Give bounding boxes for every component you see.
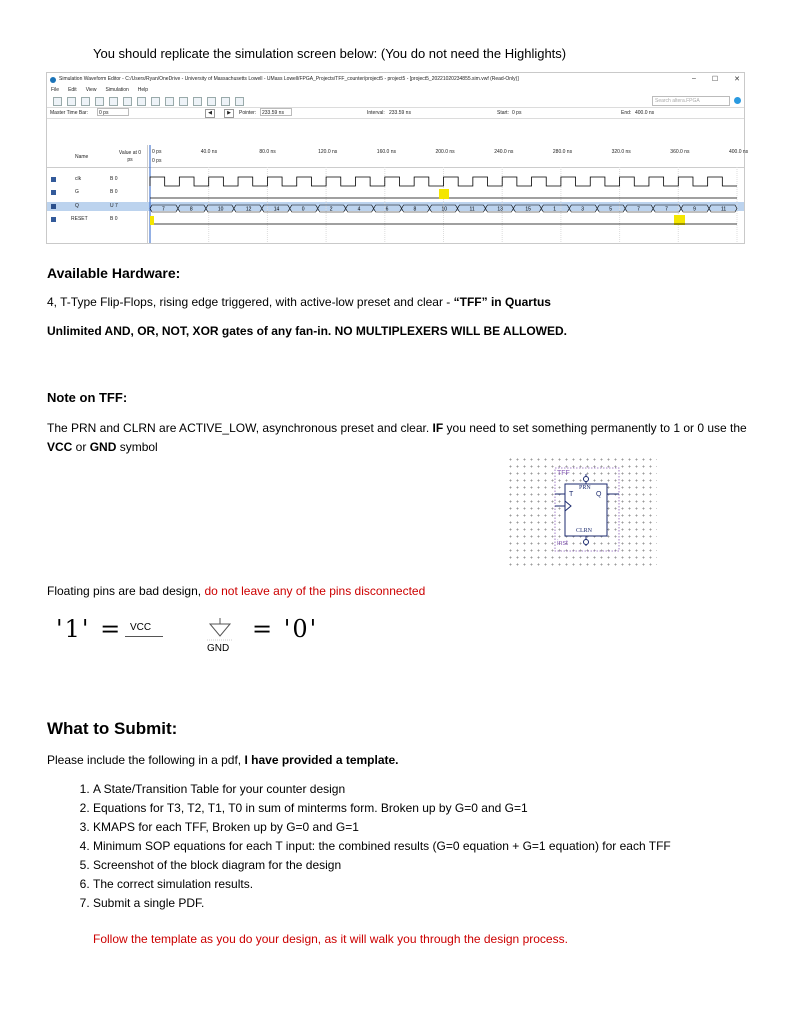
vcc-symbol [121,619,163,641]
menu-item-edit[interactable]: Edit [68,87,77,93]
menu-item-file[interactable]: File [51,87,60,93]
start-value: 0 ps [512,110,522,116]
q-bus-value: 6 [385,206,389,213]
toolbar-icon[interactable] [235,97,244,106]
gnd-symbol [203,618,237,658]
interval-value: 233.59 ns [389,110,411,116]
note-text: symbol [116,440,158,454]
floating-pins-line [47,583,425,599]
start-label: Start: [497,110,509,116]
highlight-mark [439,189,449,199]
tff-prn-label: PRN [579,485,591,491]
q-bus-value: 10 [441,206,448,213]
q-bus-value: 5 [609,206,612,213]
q-bus-value: 7 [161,206,165,213]
q-bus-value: 7 [665,206,668,213]
menu-item-simulation[interactable]: Simulation [105,87,129,93]
master-time-bar-label: Master Time Bar: [50,110,89,116]
hardware-line-2: Unlimited AND, OR, NOT, XOR gates of any fan-in. NO MULTIPLEXERS WILL BE ALLOWED. [47,324,568,338]
q-bus-value: 8 [413,206,417,213]
q-bus-value: 8 [189,206,193,213]
hardware-text: 4, T-Type Flip-Flops, rising edge triggered, with active-low preset and clear - [47,295,454,309]
interval-label: Interval: [367,110,385,116]
sim-titlebar [47,73,744,86]
end-label: End: [621,110,632,116]
signal-name: Q [75,203,79,209]
handwritten-one-equals: '1' = [56,615,123,643]
q-bus-value: 14 [273,206,280,213]
menu-item-help[interactable]: Help [137,87,149,93]
submit-intro-bold: I have provided a template. [244,753,399,767]
waveform-grid [47,145,749,243]
handwritten-equals-zero: = '0' [252,615,319,643]
submit-item: 6. The correct simulation results. [93,876,793,892]
highlight-mark [674,215,685,225]
signal-name: G [75,189,79,195]
prev-transition-button[interactable]: ◀ [205,109,215,118]
q-bus-value: 0 [301,206,305,213]
signal-value: B 0 [110,216,118,222]
tff-symbol-graphic [507,456,657,568]
submit-list [47,781,793,914]
menu-item-view[interactable]: View [85,87,97,93]
q-bus-value: 10 [217,206,224,213]
time-tick-label: 160.0 ns [376,149,396,155]
time-tick-label: 200.0 ns [435,149,455,155]
tff-name: TFF [557,470,570,477]
submit-item: 3. KMAPS for each TFF, Broken up by G=0 and G=1 [93,819,793,835]
note-text: or [72,440,90,454]
close-icon[interactable]: ✕ [734,76,740,83]
gnd-label: GND [207,643,230,654]
tff-t-label: T [569,491,574,498]
hardware-heading: Available Hardware: [47,265,181,281]
simulation-waveform-editor-screenshot [46,72,749,244]
submit-intro-text: Please include the following in a pdf, [47,753,245,767]
toolbar-icon[interactable] [151,97,160,106]
tff-inst-label: inst [557,540,568,547]
pointer-value: 233.59 ns [262,110,284,116]
time-tick-label: 240.0 ns [494,149,514,155]
q-bus-value: 7 [637,206,640,213]
toolbar-icon[interactable] [165,97,174,106]
vcc-label: VCC [130,622,152,633]
note-text-bold: IF [432,421,444,435]
highlight-mark [150,216,154,225]
note-paragraph [47,419,747,457]
q-bus-value: 15 [525,206,531,213]
submit-item: 2. Equations for T3, T2, T1, T0 in sum of minterms form. Broken up by G=0 and G=1 [93,800,793,816]
run-simulation-icon[interactable] [221,97,230,106]
tff-symbol [507,456,657,568]
sim-toolbar [47,95,744,108]
end-value: 400.0 ns [635,110,655,116]
value-column-header: Value at 0 ps [118,150,142,163]
submit-heading: What to Submit: [47,719,178,738]
cursor-time-label: 0 ps [152,158,162,164]
submit-footer: Follow the template as you do your design, as it will walk you through the design process. [93,932,568,946]
sim-title: Simulation Waveform Editor - C:/Users/Ryan/OneDrive - University of Massachusetts Lowell - UMass Lowell/FPGA_Projects/TFF_counter/project5 - project5 - [project5_20221020234855.sim.vwf (Read-Only)] [59,76,519,82]
time-tick-label: 120.0 ns [318,149,338,155]
hardware-text-bold: “TFF” in Quartus [453,295,551,309]
pointer-tool-icon[interactable] [53,97,62,106]
note-text: The PRN and CLRN are ACTIVE_LOW, asynchronous preset and clear. [47,421,433,435]
help-icon[interactable] [734,97,741,104]
submit-item: 7. Submit a single PDF. [93,895,793,911]
waveform-canvas [47,145,749,243]
time-tick-label: 280.0 ns [552,149,573,155]
signal-value: B 0 [110,189,118,195]
q-bus-value: 2 [329,206,333,213]
q-bus-value: 4 [357,206,361,213]
floating-text: Floating pins are bad design, [47,584,205,598]
note-text-bold: GND [89,440,117,454]
submit-intro [47,752,399,768]
time-tick-label: 0 ps [152,149,162,155]
search-input[interactable]: Search altera.FPGA [652,96,730,106]
q-bus-value: 1 [553,206,557,213]
submit-item: 4. Minimum SOP equations for each T input: the combined results (G=0 equation + G=1 equation) for each TFF [93,838,793,854]
hardware-line-1 [47,294,551,310]
q-bus-value: 3 [581,206,585,213]
q-bus-value: 12 [245,206,252,213]
floating-warning: do not leave any of the pins disconnected [204,584,426,598]
time-tick-label: 320.0 ns [611,149,631,155]
master-time-bar-value: 0 ps [99,110,109,116]
vcc-line [125,636,163,637]
signal-value: U 7 [110,203,118,209]
name-column-header: Name [75,154,89,160]
submit-item: 1. A State/Transition Table for your counter design [93,781,793,797]
signal-name: clk [75,176,82,182]
note-text-bold: VCC [47,440,73,454]
ground-icon [203,618,237,642]
toolbar-icon[interactable] [179,97,188,106]
sim-menubar [47,86,744,95]
tff-clrn-label: CLRN [576,528,593,534]
toolbar-icon[interactable] [95,97,104,106]
zoom-tool-icon[interactable] [67,97,76,106]
time-tick-label: 80.0 ns [259,149,276,155]
minimize-icon[interactable]: – [691,75,696,82]
q-bus-value: 11 [469,206,475,213]
signal-name: RESET [71,216,88,222]
toolbar-icon[interactable] [193,97,202,106]
maximize-icon[interactable]: ☐ [711,76,719,83]
clk-waveform [150,177,737,186]
tff-q-label: Q [596,491,602,498]
pointer-label: Pointer: [239,110,257,116]
time-tick-label: 400.0 ns [729,149,749,155]
app-icon [50,77,56,83]
time-tick-label: 40.0 ns [200,149,218,155]
q-bus-value: 9 [693,206,696,213]
submit-item: 5. Screenshot of the block diagram for the design [93,857,793,873]
signal-value: B 0 [110,176,118,182]
toolbar-icon[interactable] [109,97,118,106]
toolbar-icon[interactable] [207,97,216,106]
q-bus-value: 11 [721,206,727,213]
window-controls [692,75,740,83]
q-bus-value: 13 [497,206,503,213]
next-transition-button[interactable]: ▶ [224,109,234,118]
toolbar-icon[interactable] [123,97,132,106]
time-tick-label: 360.0 ns [670,149,690,155]
note-text: you need to set something permanently to 1 or 0 use the [443,421,747,435]
note-heading: Note on TFF: [47,390,128,405]
sim-timebar [47,108,744,119]
intro-line: You should replicate the simulation screen below: (You do not need the Highlights) [93,46,567,61]
toolbar-icon[interactable] [81,97,90,106]
toolbar-icon[interactable] [137,97,146,106]
